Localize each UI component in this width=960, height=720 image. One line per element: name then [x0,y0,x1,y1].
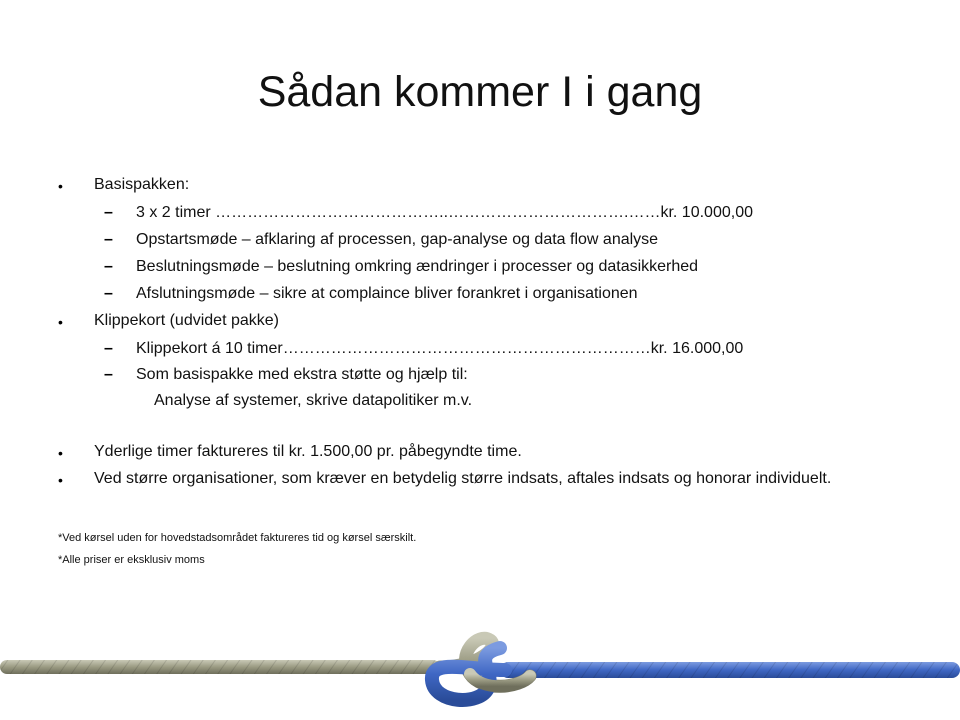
list-item-klippekort-hours: Klippekort á 10 timer……………………………………………………………kr. 16.000,00 [136,340,744,357]
slide-title: Sådan kommer I i gang [257,68,703,116]
list-item-analyse: Analyse af systemer, skrive datapolitiker m.v. [154,392,473,409]
rope-knot-icon [0,618,960,720]
dash-icon: – [104,204,113,221]
bullet-icon: • [58,472,63,488]
list-item-opstartsmode: Opstartsmøde – afklaring af processen, gap-analyse og data flow analyse [136,231,659,248]
bullet-icon: • [58,445,63,461]
dash-icon: – [104,258,113,275]
dash-icon: – [104,366,113,383]
footnote-vat: *Alle priser er eksklusiv moms [58,554,205,566]
list-item-beslutningsmode: Beslutningsmøde – beslutning omkring ændringer i processer og datasikkerhed [136,258,699,275]
list-item-klippekort: Klippekort (udvidet pakke) [94,312,279,329]
bullet-icon: • [58,314,63,330]
list-item-extra-hours: Yderlige timer faktureres til kr. 1.500,00 pr. påbegyndte time. [94,443,522,460]
list-item-large-orgs: Ved større organisationer, som kræver en betydelig større indsats, aftales indsats og honorar individuelt. [94,470,832,487]
list-item-afslutningsmode: Afslutningsmøde – sikre at complaince bliver forankret i organisationen [136,285,638,302]
bullet-icon: • [58,178,63,194]
list-item-basis-hours: 3 x 2 timer ……………………………………..…………………………….……kr. 10.000,00 [136,204,753,221]
dash-icon: – [104,340,113,357]
footnote-transport: *Ved kørsel uden for hovedstadsområdet faktureres tid og kørsel særskilt. [58,532,417,544]
dash-icon: – [104,285,113,302]
list-item-basispakke-extra: Som basispakke med ekstra støtte og hjælp til: [136,366,468,383]
dash-icon: – [104,231,113,248]
list-item-basispakken: Basispakken: [94,176,190,193]
